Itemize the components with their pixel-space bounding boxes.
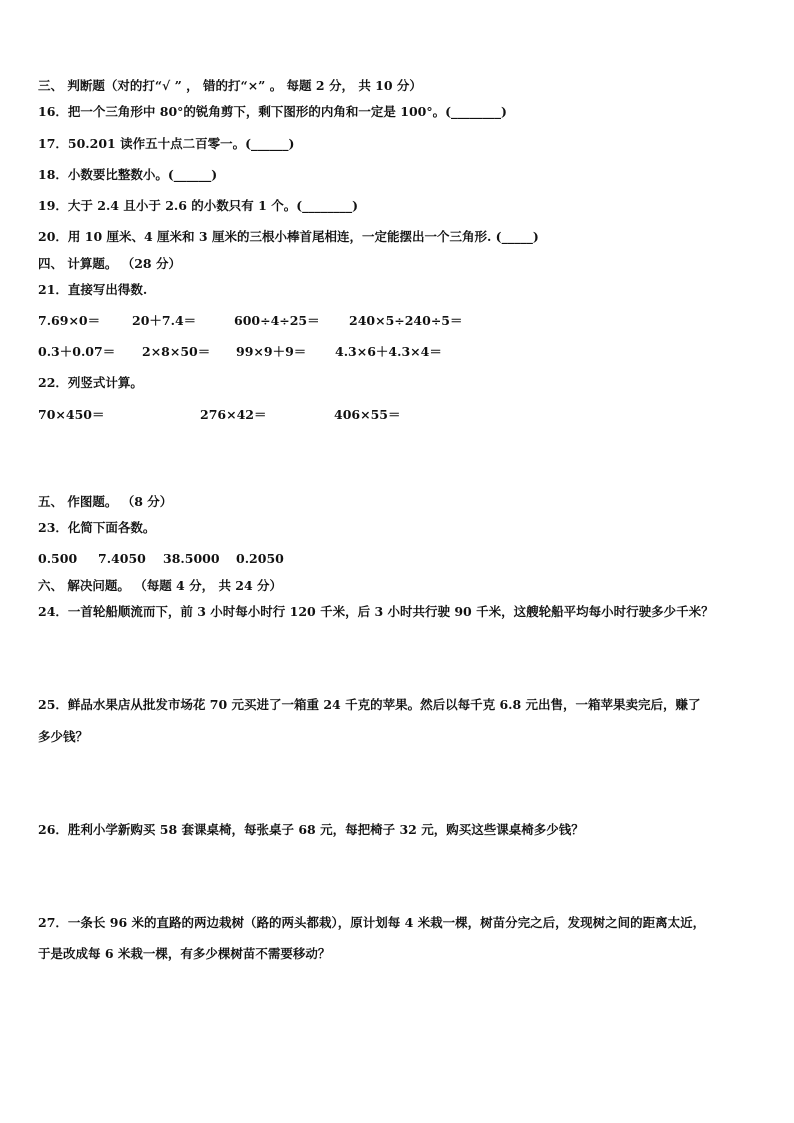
section-5-heading: 五、 作图题。 （8 分） bbox=[38, 494, 173, 509]
q21-expr: 20＋7.4＝ bbox=[132, 313, 197, 328]
section-6-heading: 六、 解决问题。 （每题 4 分， 共 24 分） bbox=[38, 578, 283, 593]
q21-expr: 99×9＋9＝ bbox=[236, 344, 307, 359]
q22-expr: 406×55＝ bbox=[334, 407, 401, 422]
question-26: 26．胜利小学新购买 58 套课桌椅，每张桌子 68 元，每把椅子 32 元，购买这些课桌椅多少钱？ bbox=[38, 822, 584, 837]
question-22: 22．列竖式计算。 bbox=[38, 375, 143, 390]
q21-expr: 4.3×6＋4.3×4＝ bbox=[335, 344, 442, 359]
q22-expr: 70×450＝ bbox=[38, 407, 105, 422]
question-19: 19．大于 2.4 且小于 2.6 的小数只有 1 个。(________) bbox=[38, 198, 359, 213]
q21-expr: 7.69×0＝ bbox=[38, 313, 101, 328]
q23-number: 0.500 bbox=[38, 551, 78, 566]
question-18: 18．小数要比整数小。(______) bbox=[38, 167, 218, 182]
q21-expr: 240×5÷240÷5＝ bbox=[349, 313, 463, 328]
question-16: 16．把一个三角形中 80°的锐角剪下，剩下图形的内角和一定是 100°。(________) bbox=[38, 104, 507, 119]
section-4-heading: 四、 计算题。 （28 分） bbox=[38, 256, 181, 271]
q23-number: 0.2050 bbox=[236, 551, 284, 566]
question-20: 20．用 10 厘米、4 厘米和 3 厘米的三根小棒首尾相连，一定能摆出一个三角形. (_____) bbox=[38, 229, 539, 244]
question-27-line-2: 于是改成每 6 米栽一棵，有多少棵树苗不需要移动？ bbox=[38, 946, 331, 961]
q22-expr: 276×42＝ bbox=[200, 407, 267, 422]
q21-expr: 2×8×50＝ bbox=[142, 344, 211, 359]
q23-number: 38.5000 bbox=[163, 551, 220, 566]
question-17: 17．50.201 读作五十点二百零一。(______) bbox=[38, 136, 295, 151]
q21-expr: 600÷4÷25＝ bbox=[234, 313, 320, 328]
question-25-line-2: 多少钱？ bbox=[38, 729, 89, 744]
section-3-heading: 三、 判断题（对的打“√ ” ， 错的打“×” 。 每题 2 分， 共 10 分） bbox=[38, 78, 422, 93]
question-27-line-1: 27．一条长 96 米的直路的两边栽树（路的两头都栽），原计划每 4 米栽一棵，树苗分完之后，发现树之间的距离太近， bbox=[38, 915, 706, 930]
question-25-line-1: 25．鲜品水果店从批发市场花 70 元买进了一箱重 24 千克的苹果。然后以每千克 6.8 元出售，一箱苹果卖完后，赚了 bbox=[38, 697, 701, 712]
q23-number: 7.4050 bbox=[98, 551, 146, 566]
question-24: 24．一首轮船顺流而下，前 3 小时每小时行 120 千米，后 3 小时共行驶 90 千米，这艘轮船平均每小时行驶多少千米？ bbox=[38, 604, 714, 619]
q21-expr: 0.3＋0.07＝ bbox=[38, 344, 116, 359]
question-21: 21．直接写出得数. bbox=[38, 282, 148, 297]
question-23: 23．化简下面各数。 bbox=[38, 520, 156, 535]
